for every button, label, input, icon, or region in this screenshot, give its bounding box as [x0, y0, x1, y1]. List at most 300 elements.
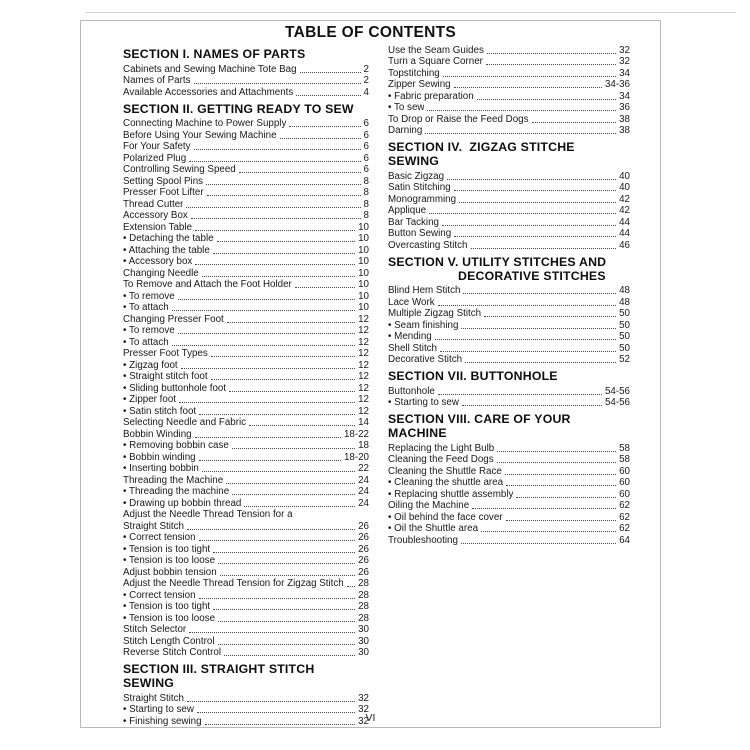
toc-entry [388, 319, 630, 331]
page-number: 10 [358, 256, 369, 267]
toc-entry-label: Buttonhole [388, 385, 435, 397]
dot-leader [211, 379, 356, 380]
toc-entry [388, 193, 630, 205]
toc-entry-label: • Starting to sew [123, 704, 194, 715]
toc-entry [388, 102, 630, 114]
page-number: 28 [358, 578, 369, 589]
page-number: 40 [619, 170, 630, 182]
page-number: 10 [358, 221, 369, 233]
dot-leader [207, 195, 361, 196]
toc-entry-label: Blind Hem Stitch [388, 285, 461, 296]
dot-leader [463, 293, 616, 294]
page-number: 44 [619, 216, 630, 228]
toc-entry-label: Use the Seam Guides [388, 44, 484, 56]
toc-entry [388, 56, 630, 68]
page-number: 64 [619, 534, 630, 546]
toc-entry-label: Bobbin Winding [123, 428, 192, 440]
page-number: 46 [619, 239, 630, 251]
toc-entry-label: Before Using Your Sewing Machine [123, 129, 277, 141]
toc-entry [123, 313, 369, 325]
toc-entry [123, 532, 369, 544]
toc-entry [123, 405, 369, 417]
page-number: 50 [619, 308, 630, 319]
dot-leader [229, 391, 355, 392]
toc-entry [123, 164, 369, 176]
toc-entry-label: Polarized Plug [123, 152, 187, 164]
dot-leader [454, 87, 602, 88]
dot-leader [516, 497, 616, 498]
section-heading: SECTION III. STRAIGHT STITCH SEWING [123, 662, 319, 690]
page-number: 52 [619, 354, 630, 365]
toc-entry [123, 520, 369, 532]
toc-entry-label: Reverse Stitch Control [123, 647, 222, 658]
toc-entry-label: • To remove [123, 325, 175, 336]
toc-entry [388, 228, 630, 240]
toc-entry [388, 79, 630, 91]
dot-leader [487, 53, 616, 54]
toc-entry-label: Stitch Selector [123, 624, 187, 635]
dot-leader [211, 356, 355, 357]
dot-leader [462, 405, 602, 406]
dot-leader [486, 64, 616, 65]
toc-entry [123, 440, 369, 452]
toc-entry [388, 477, 630, 489]
toc-entry [388, 385, 630, 397]
dot-leader [459, 202, 616, 203]
toc-entry [123, 692, 369, 704]
toc-entry [388, 454, 630, 466]
toc-entry-label: To Drop or Raise the Feed Dogs [388, 113, 529, 125]
toc-entry-label: • Replacing shuttle assembly [388, 488, 514, 500]
toc-entry-label: Straight Stitch [123, 520, 184, 532]
toc-entry-label: • Inserting bobbin [123, 463, 199, 474]
toc-entry [123, 647, 369, 659]
toc-entry-label: Presser Foot Types [123, 348, 208, 359]
page-number: 54-56 [604, 385, 630, 397]
page-number: 38 [619, 113, 630, 125]
page-number: 8 [363, 210, 369, 221]
toc-entry [388, 285, 630, 297]
toc-entry-label: • Satin stitch foot [123, 405, 197, 417]
toc-entry [123, 463, 369, 475]
toc-entry-label: Adjust the Needle Thread Tension for a [123, 509, 293, 520]
page-number: 12 [358, 325, 369, 336]
dot-leader [232, 448, 355, 449]
toc-entry [123, 543, 369, 555]
dot-leader [189, 632, 355, 633]
dot-leader [425, 133, 616, 134]
page-title: TABLE OF CONTENTS [285, 24, 456, 41]
toc-entry-label: Lace Work [388, 296, 435, 308]
toc-entry [123, 555, 369, 567]
toc-entry [123, 118, 369, 130]
toc-entry [123, 221, 369, 233]
toc-entry-label: • To remove [123, 290, 175, 302]
toc-entry [388, 239, 630, 251]
page-number: 8 [363, 175, 369, 187]
dot-leader [187, 701, 355, 702]
toc-entry [388, 465, 630, 477]
toc-entry-label: • Oil the Shuttle area [388, 523, 479, 534]
toc-entry [123, 290, 369, 302]
page-number: 12 [358, 382, 369, 394]
page-number: 48 [619, 296, 630, 308]
toc-entry-label: • To attach [123, 302, 169, 313]
page-number: 12 [358, 313, 369, 325]
toc-entry [123, 63, 369, 75]
toc-entry [388, 67, 630, 79]
page-number: 12 [358, 394, 369, 405]
dot-leader [280, 138, 361, 139]
toc-entry [388, 331, 630, 343]
toc-entry [388, 442, 630, 454]
toc-entry-label: Oiling the Machine [388, 500, 470, 511]
page-number: 38 [619, 125, 630, 136]
dot-leader [195, 230, 355, 231]
toc-entry [123, 509, 369, 521]
dot-leader [232, 494, 355, 495]
toc-entry [123, 86, 369, 98]
dot-leader [295, 287, 355, 288]
toc-entry [388, 500, 630, 512]
toc-entry [123, 187, 369, 199]
toc-entry-label: • Sliding buttonhole foot [123, 382, 227, 394]
dot-leader [497, 451, 616, 452]
dot-leader [226, 483, 355, 484]
page-number: 4 [363, 86, 369, 98]
toc-entry [123, 382, 369, 394]
toc-entry-label: Decorative Stitch [388, 354, 463, 365]
dot-leader [179, 402, 355, 403]
dot-leader [199, 460, 341, 461]
toc-entry-label: Connecting Machine to Power Supply [123, 118, 287, 129]
toc-entry [388, 296, 630, 308]
toc-entry-label: • Straight stitch foot [123, 371, 208, 382]
toc-entry-label: Selecting Needle and Fabric [123, 417, 247, 428]
toc-entry [123, 578, 369, 590]
toc-entry-label: Cabinets and Sewing Machine Tote Bag [123, 63, 297, 75]
toc-entry [123, 612, 369, 624]
page-number: 18-22 [343, 428, 369, 440]
page-number: 18-20 [343, 451, 369, 463]
dot-leader [296, 95, 360, 96]
toc-entry [123, 75, 369, 87]
dot-leader [438, 305, 616, 306]
toc-entry [123, 210, 369, 222]
toc-entry [388, 342, 630, 354]
page-number: 6 [363, 118, 369, 129]
toc-entry-label: Cleaning the Shuttle Race [388, 465, 502, 477]
dot-leader [249, 425, 355, 426]
toc-entry-label: Troubleshooting [388, 534, 458, 546]
toc-entry [123, 256, 369, 268]
page-number: 50 [619, 342, 630, 354]
toc-entry [123, 233, 369, 245]
dot-leader [217, 241, 356, 242]
toc-entry [123, 474, 369, 486]
dot-leader [347, 586, 355, 587]
dot-leader [202, 471, 355, 472]
dot-leader [442, 225, 616, 226]
dot-leader [218, 644, 356, 645]
toc-entry [388, 216, 630, 228]
toc-entry-label: • Seam finishing [388, 319, 459, 331]
toc-entry-label: • Tension is too loose [123, 612, 216, 624]
toc-entry [123, 589, 369, 601]
section-heading: SECTION I. NAMES OF PARTS [123, 47, 306, 61]
toc-entry-label: Button Sewing [388, 228, 452, 239]
scan-edge-line [86, 12, 736, 13]
page-number: 26 [358, 532, 369, 543]
dot-leader [206, 184, 360, 185]
toc-entry [388, 205, 630, 217]
toc-entry-label: Setting Spool Pins [123, 175, 204, 187]
page-number: 40 [619, 182, 630, 193]
toc-entry-label: • Oil behind the face cover [388, 511, 503, 523]
dot-leader [435, 339, 616, 340]
dot-leader [187, 529, 355, 530]
dot-leader [497, 462, 616, 463]
toc-entry-label: Straight Stitch [123, 692, 184, 704]
toc-entry-label: To Remove and Attach the Foot Holder [123, 279, 292, 290]
page-number: 50 [619, 331, 630, 342]
page-number: 42 [619, 193, 630, 205]
page-number: 12 [358, 371, 369, 382]
toc-entry-label: • Attaching the table [123, 244, 210, 256]
page-number: 32 [358, 692, 369, 704]
toc-entry-label: Zipper Sewing [388, 79, 451, 90]
dot-leader [199, 598, 356, 599]
toc-entry [123, 198, 369, 210]
toc-entry-label: Extension Table [123, 221, 192, 233]
toc-entry [388, 523, 630, 535]
toc-entry-label: Turn a Square Corner [388, 56, 483, 67]
dot-leader [195, 264, 355, 265]
toc-entry-label: Stitch Length Control [123, 635, 215, 647]
dot-leader [465, 362, 616, 363]
toc-entry-label: Darning [388, 125, 423, 136]
page-number: 36 [619, 102, 630, 113]
dot-leader [481, 531, 616, 532]
dot-leader [471, 248, 617, 249]
page-number: 32 [619, 56, 630, 67]
toc-entry-label: Monogramming [388, 193, 457, 205]
dot-leader [506, 485, 616, 486]
toc-entry [123, 428, 369, 440]
page-number: 28 [358, 589, 369, 601]
toc-entry-label: For Your Safety [123, 141, 191, 152]
page-number: 28 [358, 612, 369, 624]
dot-leader [202, 276, 355, 277]
section-heading: SECTION VII. BUTTONHOLE [388, 369, 558, 383]
dot-leader [505, 474, 616, 475]
section-heading-line2: DECORATIVE STITCHES [458, 268, 606, 283]
page-number: 58 [619, 454, 630, 465]
page-number: 34 [619, 90, 630, 102]
page-number: 12 [358, 336, 369, 348]
toc-entry [123, 417, 369, 429]
toc-entry [388, 182, 630, 194]
page-number: 26 [358, 566, 369, 578]
page-number: 8 [363, 198, 369, 210]
dot-leader [218, 621, 355, 622]
toc-entry-label: Multiple Zigzag Stitch [388, 308, 482, 319]
toc-entry [123, 336, 369, 348]
page-number: 26 [358, 543, 369, 555]
dot-leader [440, 351, 616, 352]
toc-entry-label: • Drawing up bobbin thread [123, 497, 242, 509]
toc-entry [123, 371, 369, 383]
toc-entry [388, 488, 630, 500]
dot-leader [194, 83, 361, 84]
page-number: 2 [363, 75, 369, 86]
toc-entry-label: Changing Presser Foot [123, 313, 224, 325]
page-number: 10 [358, 302, 369, 313]
toc-entry-label: Satin Stitching [388, 182, 451, 193]
section-heading: SECTION IV. ZIGZAG STITCHE SEWING [388, 140, 582, 168]
dot-leader [178, 333, 355, 334]
toc-entry-label: • Correct tension [123, 589, 196, 601]
toc-entry [388, 125, 630, 137]
toc-entry [388, 308, 630, 320]
page-number: 12 [358, 405, 369, 417]
toc-entry-label: • Zigzag foot [123, 359, 178, 371]
toc-entry-label: • Starting to sew [388, 397, 459, 408]
toc-entry [123, 267, 369, 279]
toc-entry-label: • Finishing sewing [123, 715, 202, 727]
dot-leader [427, 110, 616, 111]
toc-entry-label: • Tension is too tight [123, 543, 211, 555]
toc-entry [123, 451, 369, 463]
page-number: 30 [358, 635, 369, 647]
toc-entry-label: • Mending [388, 331, 432, 342]
toc-entry-label: Shell Stitch [388, 342, 438, 354]
toc-entry-label: • Detaching the table [123, 233, 214, 244]
page-number: 24 [358, 486, 369, 497]
dot-leader [472, 508, 616, 509]
page-number: 18 [358, 440, 369, 451]
section-heading: SECTION V. UTILITY STITCHES AND DECORATIVE STITCHES [388, 255, 630, 283]
dot-leader [220, 575, 355, 576]
toc-entry [123, 486, 369, 498]
toc-entry-label: Accessory Box [123, 210, 188, 221]
page-number: 42 [619, 205, 630, 216]
page-number: 12 [358, 359, 369, 371]
toc-entry-label: Basic Zigzag [388, 170, 445, 182]
toc-entry-label: Controlling Sewing Speed [123, 164, 236, 175]
page-number-footer: VI [365, 712, 376, 724]
toc-entry [123, 348, 369, 360]
toc-entry [388, 113, 630, 125]
toc-entry [123, 635, 369, 647]
dot-leader [461, 543, 616, 544]
page-number: 6 [363, 141, 369, 152]
dot-leader [454, 236, 616, 237]
dot-leader [199, 540, 356, 541]
toc-entry-label: • Zipper foot [123, 394, 176, 405]
page-number: 54-56 [604, 397, 630, 408]
toc-entry-label: Overcasting Stitch [388, 239, 468, 251]
page-number: 58 [619, 442, 630, 454]
page-number: 62 [619, 511, 630, 523]
page-number: 32 [358, 704, 369, 715]
toc-entry [123, 566, 369, 578]
dot-leader [227, 322, 355, 323]
toc-entry [123, 279, 369, 291]
dot-leader [239, 172, 361, 173]
section-heading: SECTION VIII. CARE OF YOUR MACHINE [388, 412, 575, 440]
toc-entry [123, 359, 369, 371]
page-number: 24 [358, 474, 369, 486]
page-number: 60 [619, 465, 630, 477]
toc-entry [388, 511, 630, 523]
toc-entry-label: Changing Needle [123, 267, 199, 279]
page-number: 12 [358, 348, 369, 359]
dot-leader [224, 655, 355, 656]
dot-leader [191, 218, 361, 219]
toc-entry [388, 534, 630, 546]
page-number: 44 [619, 228, 630, 239]
toc-entry-label: Presser Foot Lifter [123, 187, 204, 198]
page-number: 62 [619, 500, 630, 511]
page-number: 8 [363, 187, 369, 198]
dot-leader [181, 368, 355, 369]
page-number: 28 [358, 601, 369, 612]
dot-leader [213, 552, 355, 553]
dot-leader [199, 414, 355, 415]
toc-right-column [388, 44, 630, 546]
dot-leader [289, 126, 360, 127]
page-number: 14 [358, 417, 369, 428]
toc-entry-label: Bar Tacking [388, 216, 440, 228]
toc-entry [123, 175, 369, 187]
page-number: 60 [619, 477, 630, 488]
dot-leader [178, 299, 355, 300]
dot-leader [189, 161, 360, 162]
toc-entry [388, 90, 630, 102]
page-number: 26 [358, 555, 369, 566]
page-number: 48 [619, 285, 630, 296]
dot-leader [244, 506, 355, 507]
page-number: 32 [358, 715, 369, 727]
toc-entry-label: • Fabric preparation [388, 90, 474, 102]
page-number: 50 [619, 319, 630, 331]
toc-left-column [123, 47, 369, 727]
toc-entry [388, 44, 630, 56]
page-number: 32 [619, 44, 630, 56]
page-number: 10 [358, 290, 369, 302]
page-number: 10 [358, 279, 369, 290]
dot-leader [186, 207, 360, 208]
dot-leader [213, 253, 355, 254]
page-number: 24 [358, 497, 369, 509]
toc-entry-label: • Cleaning the shuttle area [388, 477, 504, 488]
toc-entry-label: Cleaning the Feed Dogs [388, 454, 494, 465]
page-number: 10 [358, 233, 369, 244]
page-number: 34 [619, 67, 630, 79]
page-number: 30 [358, 624, 369, 635]
toc-entry [388, 170, 630, 182]
dot-leader [461, 328, 616, 329]
dot-leader [454, 190, 616, 191]
dot-leader [172, 310, 355, 311]
toc-entry-label: • Threading the machine [123, 486, 230, 497]
toc-entry [123, 624, 369, 636]
toc-entry [123, 152, 369, 164]
toc-entry [388, 354, 630, 366]
page-number: 34-36 [604, 79, 630, 90]
page-number: 62 [619, 523, 630, 534]
